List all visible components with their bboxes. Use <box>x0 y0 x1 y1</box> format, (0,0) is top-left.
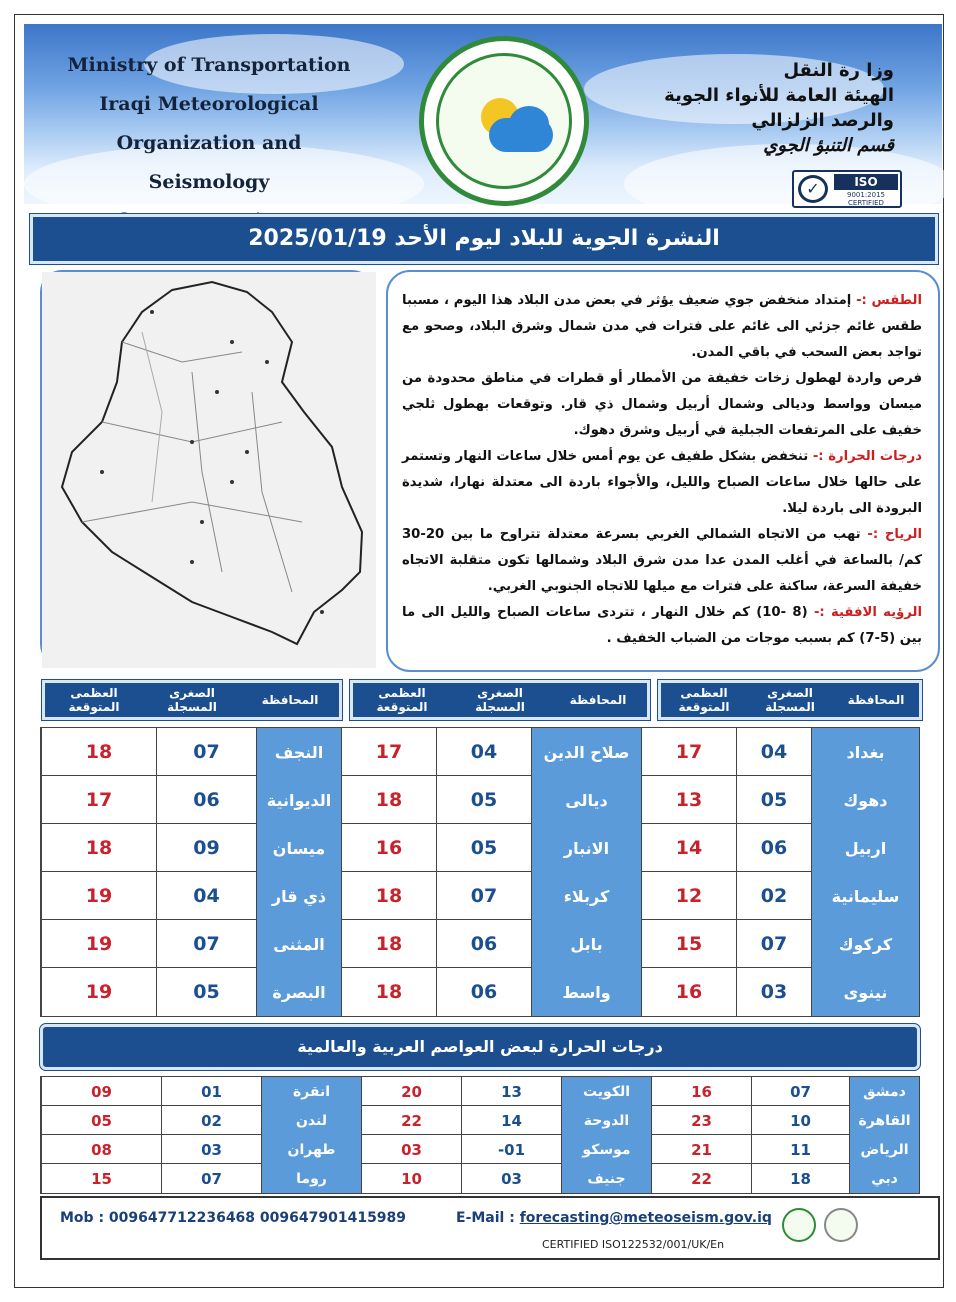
header-max: العظمى المتوقعة <box>376 686 428 714</box>
visibility-label: الرؤيه الافقية :- <box>813 605 922 620</box>
header-min: الصغرى المسجلة <box>167 686 217 714</box>
certification-text: CERTIFIED ISO122532/001/UK/En <box>542 1238 725 1251</box>
min-cell: 03 <box>736 968 811 1016</box>
weather-label: الطقس :- <box>856 293 922 308</box>
min-cell: 04 <box>736 728 811 776</box>
max-cell: 18 <box>41 728 156 776</box>
province-cell: النجف <box>256 728 341 776</box>
bulletin-title: النشرة الجوية للبلاد ليوم الأحد 2025/01/19 <box>30 214 938 264</box>
min-cell: 02 <box>736 872 811 920</box>
org-line-2: Organization and Seismology <box>116 132 302 193</box>
max-cell: 23 <box>651 1106 751 1135</box>
city-cell: الدوحة <box>561 1106 651 1135</box>
min-cell: 06 <box>436 920 531 968</box>
table-header-group-1 <box>658 680 922 720</box>
max-cell: 10 <box>361 1164 461 1193</box>
city-cell: طهران <box>261 1135 361 1164</box>
header-province: المحافظة <box>569 693 627 707</box>
province-cell: الانبار <box>531 824 641 872</box>
city-cell: الكويت <box>561 1077 651 1106</box>
province-cell: صلاح الدين <box>531 728 641 776</box>
temperature-text: تنخفض بشكل طفيف عن يوم أمس خلال ساعات النهار وتستمر على حالها خلال ساعات الصباح والليل، والأجواء باردة الى معتدلة نهارا، شديدة البرودة الى باردة ليلا. <box>402 449 922 516</box>
table-header-group-2 <box>350 680 650 720</box>
org-line-ar-1: الهيئة العامة للأنواء الجوية <box>664 85 894 106</box>
weather-paragraph <box>402 288 922 366</box>
min-cell: 04 <box>436 728 531 776</box>
footer <box>40 1196 940 1260</box>
header-arabic <box>644 58 894 158</box>
province-table <box>40 727 920 1017</box>
capitals-title: درجات الحرارة لبعض العواصم العربية والعالمية <box>40 1024 920 1070</box>
table-row <box>41 1135 919 1164</box>
iraq-map <box>40 270 374 666</box>
table-row <box>41 1106 919 1135</box>
max-cell: 17 <box>41 776 156 824</box>
max-cell: 20 <box>361 1077 461 1106</box>
table-row <box>41 1077 919 1106</box>
city-cell: الرياض <box>849 1135 919 1164</box>
max-cell: 18 <box>341 776 436 824</box>
min-cell: 07 <box>156 920 256 968</box>
header-english <box>64 46 354 241</box>
max-cell: 18 <box>41 824 156 872</box>
province-cell: بغداد <box>811 728 919 776</box>
city-cell: روما <box>261 1164 361 1193</box>
province-cell: الديوانية <box>256 776 341 824</box>
city-marker <box>190 560 194 564</box>
city-cell: لندن <box>261 1106 361 1135</box>
min-cell: 01 <box>161 1077 261 1106</box>
city-marker <box>230 480 234 484</box>
province-cell: نينوى <box>811 968 919 1016</box>
max-cell: 21 <box>651 1135 751 1164</box>
province-cell: ذي قار <box>256 872 341 920</box>
city-marker <box>265 360 269 364</box>
mobile-label: Mob : <box>60 1210 105 1226</box>
table-row <box>41 824 919 872</box>
iso-badge <box>792 170 902 208</box>
min-cell: 07 <box>751 1077 849 1106</box>
city-marker <box>100 470 104 474</box>
cloud-icon-base <box>489 118 553 152</box>
min-cell: 04 <box>156 872 256 920</box>
max-cell: 17 <box>641 728 736 776</box>
organization-logo <box>419 36 589 206</box>
iso-certified: CERTIFIED <box>848 199 884 207</box>
min-cell: 05 <box>436 776 531 824</box>
min-cell: 18 <box>751 1164 849 1193</box>
email-contact <box>456 1210 772 1226</box>
ministry-line-ar: وزا رة النقل <box>783 60 894 81</box>
province-cell: واسط <box>531 968 641 1016</box>
min-cell: 06 <box>736 824 811 872</box>
capitals-table <box>40 1076 920 1194</box>
min-cell: 11 <box>751 1135 849 1164</box>
province-cell: كربلاء <box>531 872 641 920</box>
header-province: المحافظة <box>847 693 905 707</box>
check-icon: ✓ <box>798 175 828 203</box>
temperature-paragraph <box>402 444 922 522</box>
min-cell: 07 <box>156 728 256 776</box>
max-cell: 18 <box>341 968 436 1016</box>
ministry-line: Ministry of Transportation <box>67 54 351 76</box>
logo-ring <box>436 53 572 189</box>
max-cell: 22 <box>361 1106 461 1135</box>
min-cell: 02 <box>161 1106 261 1135</box>
min-cell: 07 <box>161 1164 261 1193</box>
max-cell: 12 <box>641 872 736 920</box>
city-marker <box>200 520 204 524</box>
max-cell: 16 <box>641 968 736 1016</box>
table-header-group-3 <box>42 680 342 720</box>
province-cell: اربيل <box>811 824 919 872</box>
max-cell: 18 <box>341 872 436 920</box>
header-banner <box>24 24 942 207</box>
min-cell: 14 <box>461 1106 561 1135</box>
max-cell: 16 <box>341 824 436 872</box>
city-marker <box>190 440 194 444</box>
min-cell: 06 <box>156 776 256 824</box>
min-cell: 05 <box>156 968 256 1016</box>
province-cell: ديالى <box>531 776 641 824</box>
header-max: العظمى المتوقعة <box>68 686 120 714</box>
org-line-1: Iraqi Meteorological <box>99 93 319 115</box>
min-cell: 07 <box>736 920 811 968</box>
footer-logo-1 <box>782 1208 816 1242</box>
province-cell: بابل <box>531 920 641 968</box>
rain-paragraph: فرص واردة لهطول زخات خفيفة من الأمطار أو قطرات في مناطق محدودة من ميسان وواسط وديالى وشمال أربيل وشمال ذي قار. وتوقعات بهطول ثلجي خفيف على المرتفعات الجبلية في أربيل وشرق دهوك. <box>402 371 922 438</box>
header-min: الصغرى المسجلة <box>765 686 815 714</box>
max-cell: 05 <box>41 1106 161 1135</box>
province-cell: سليمانية <box>811 872 919 920</box>
max-cell: 03 <box>361 1135 461 1164</box>
max-cell: 16 <box>651 1077 751 1106</box>
header-min: الصغرى المسجلة <box>475 686 525 714</box>
wind-label: الرياح :- <box>867 527 922 542</box>
temperature-label: درجات الحرارة :- <box>812 449 922 464</box>
mobile-numbers: 009647712236468 009647901415989 <box>108 1210 407 1226</box>
org-line-ar-2: والرصد الزلزالي <box>751 110 894 131</box>
max-cell: 18 <box>341 920 436 968</box>
min-cell: 06 <box>436 968 531 1016</box>
header-province: المحافظة <box>261 693 319 707</box>
min-cell: 07 <box>436 872 531 920</box>
max-cell: 17 <box>341 728 436 776</box>
province-cell: البصرة <box>256 968 341 1016</box>
province-cell: كركوك <box>811 920 919 968</box>
email-link[interactable]: forecasting@meteoseism.gov.iq <box>519 1210 772 1226</box>
max-cell: 08 <box>41 1135 161 1164</box>
dept-line-ar: قسم التنبؤ الجوي <box>763 135 894 156</box>
table-row <box>41 872 919 920</box>
city-cell: انقرة <box>261 1077 361 1106</box>
header-max: العظمى المتوقعة <box>678 686 730 714</box>
footer-logo-2 <box>824 1208 858 1242</box>
table-row <box>41 728 919 776</box>
city-marker <box>245 450 249 454</box>
wind-paragraph <box>402 522 922 600</box>
min-cell: 05 <box>736 776 811 824</box>
iso-standard: 9001:2015 <box>847 191 885 199</box>
min-cell: -01 <box>461 1135 561 1164</box>
visibility-paragraph <box>402 600 922 652</box>
table-row <box>41 776 919 824</box>
table-row <box>41 968 919 1016</box>
max-cell: 19 <box>41 968 156 1016</box>
province-cell: المثنى <box>256 920 341 968</box>
max-cell: 15 <box>641 920 736 968</box>
city-marker <box>215 390 219 394</box>
weather-text: إمتداد منخفض جوي ضعيف يؤثر في بعض مدن البلاد هذا اليوم ، مسببا طقس غائم جزئي الى غائم على فترات في مدن شمال وشرق البلاد، وصحو مع تواجد بعض السحب في باقي المدن. <box>402 293 922 360</box>
min-cell: 13 <box>461 1077 561 1106</box>
max-cell: 15 <box>41 1164 161 1193</box>
table-row <box>41 920 919 968</box>
iso-label: ISO <box>834 174 898 190</box>
forecast-text <box>386 270 940 672</box>
min-cell: 03 <box>161 1135 261 1164</box>
map-svg <box>42 272 376 668</box>
max-cell: 14 <box>641 824 736 872</box>
visibility-text: (8 -10) كم خلال النهار ، تتردى ساعات الصباح والليل الى ما بين (5-7) كم بسبب موجات من الضباب الخفيف . <box>402 605 922 646</box>
wind-text: تهب من الاتجاه الشمالي الغربي بسرعة معتدلة تتراوح ما بين 20-30 كم/ بالساعة في أغلب المدن عدا مدن شرق البلاد وشمالها تكون متقلبة الاتجاه خفيفة السرعة، ساكنة على فترات مع ميلها للاتجاه الجنوبي الغربي. <box>402 527 922 594</box>
city-cell: موسكو <box>561 1135 651 1164</box>
max-cell: 22 <box>651 1164 751 1193</box>
city-cell: جنيف <box>561 1164 651 1193</box>
city-cell: القاهرة <box>849 1106 919 1135</box>
min-cell: 10 <box>751 1106 849 1135</box>
min-cell: 03 <box>461 1164 561 1193</box>
mobile-contact <box>60 1210 406 1226</box>
max-cell: 09 <box>41 1077 161 1106</box>
province-cell: دهوك <box>811 776 919 824</box>
max-cell: 19 <box>41 920 156 968</box>
province-cell: ميسان <box>256 824 341 872</box>
min-cell: 05 <box>436 824 531 872</box>
email-label: E-Mail : <box>456 1210 515 1226</box>
city-marker <box>320 610 324 614</box>
max-cell: 13 <box>641 776 736 824</box>
table-row <box>41 1164 919 1193</box>
city-marker <box>230 340 234 344</box>
city-marker <box>150 310 154 314</box>
city-cell: دمشق <box>849 1077 919 1106</box>
min-cell: 09 <box>156 824 256 872</box>
max-cell: 19 <box>41 872 156 920</box>
city-cell: دبي <box>849 1164 919 1193</box>
